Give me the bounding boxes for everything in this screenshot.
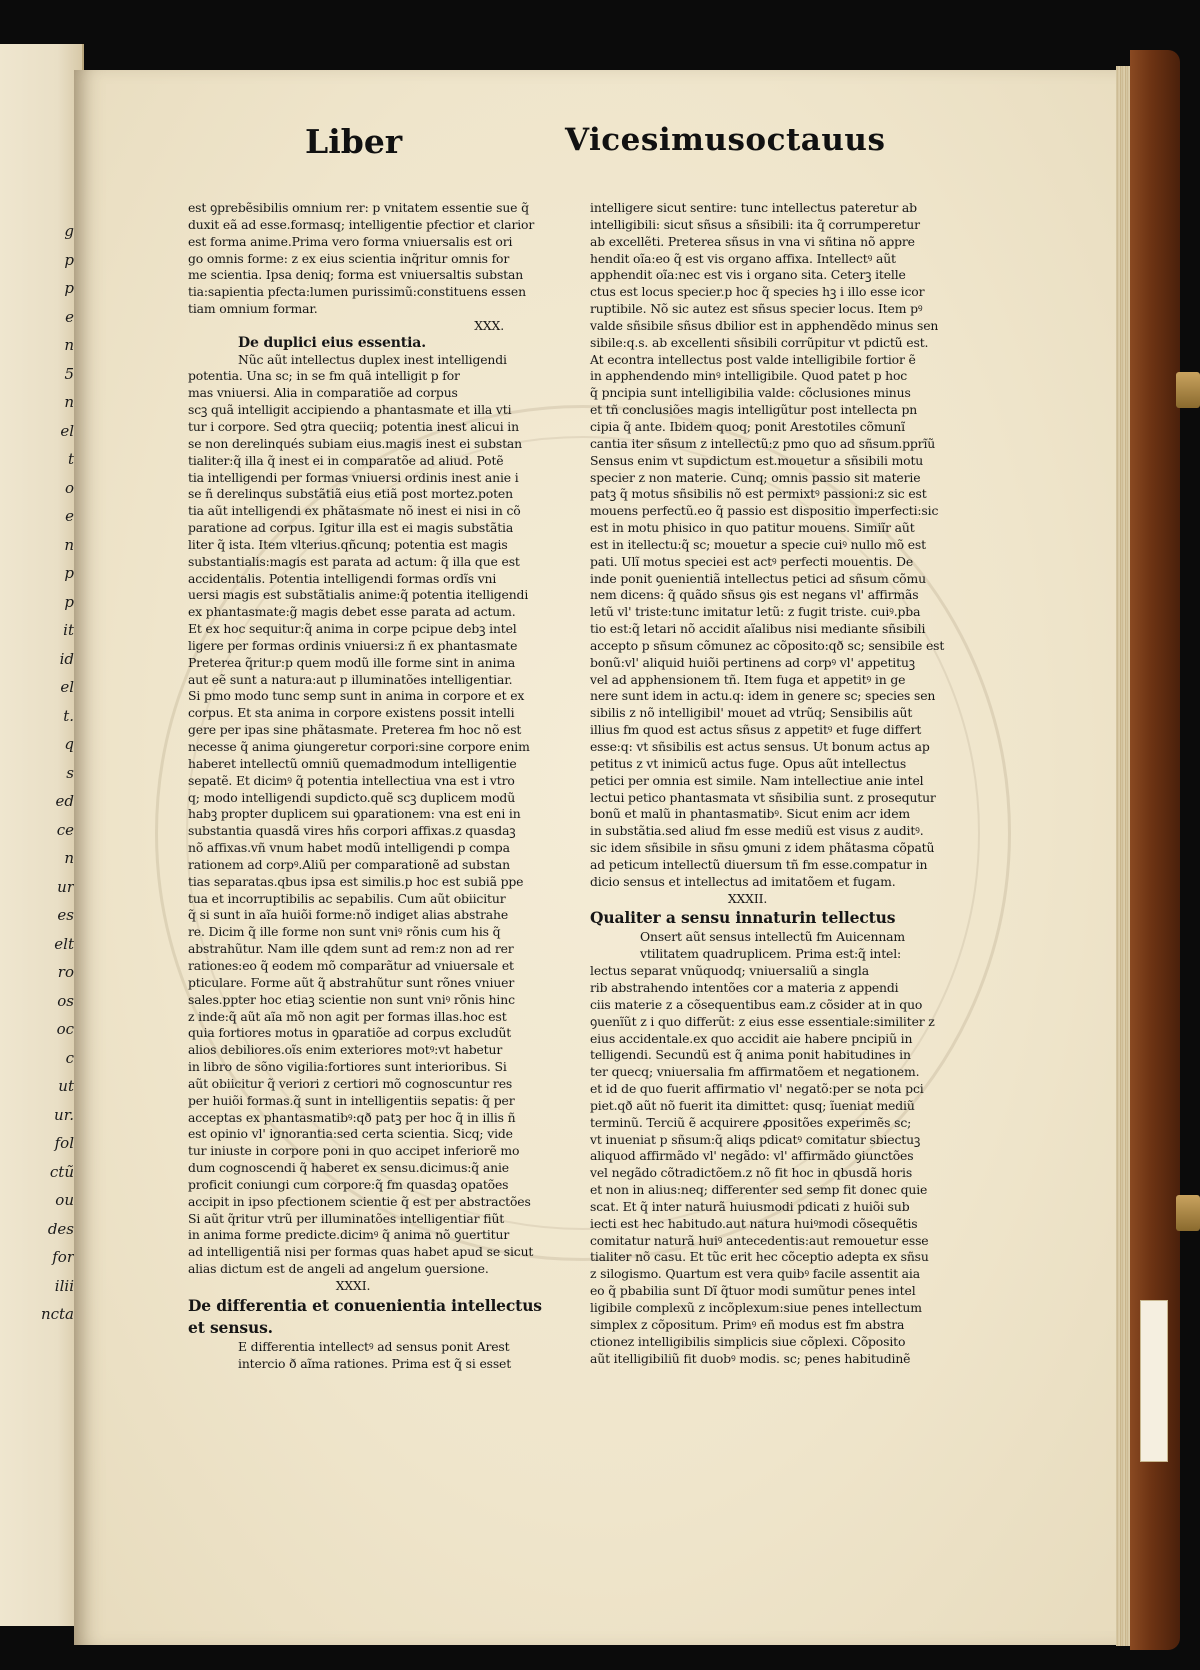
text-line: in libro de sõno vigilia:fortiores sunt interioribus. Si	[188, 1059, 507, 1075]
text-line: simplex z cõpositum. Primꝰ eñ modus est fm abstra	[590, 1316, 905, 1332]
text-line: vel ad apphensionem tñ. Item fuga et appetitꝰ in ge	[590, 671, 906, 687]
margin-fragment: p	[64, 279, 74, 297]
margin-fragment: es	[57, 906, 74, 924]
text-line: XXXI.	[335, 1278, 371, 1293]
text-line: sibilis z nõ intelligibil' mouet ad vtrũq; Sensibilis aũt	[590, 705, 913, 721]
text-line: apphendit oĩa:nec est vis i organo sita. Ceterꝫ itelle	[590, 267, 906, 283]
text-line: rationes:eo q̃ eodem mõ comparãtur ad vniuersale et	[188, 957, 514, 973]
text-line: bonũ et malũ in phantasmatibꝰ. Sicut enim acr idem	[590, 806, 910, 822]
margin-fragment: el	[60, 421, 74, 440]
text-line: iecti est hec habitudo.aut natura huiꝰmodi cõsequẽtis	[590, 1215, 918, 1231]
text-line: me scientia. Ipsa deniq; forma est vniuersaltis substan	[188, 267, 524, 283]
text-line: mas vniuersi. Alia in comparatiõe ad corpus	[188, 385, 458, 401]
text-line: Nũc aũt intellectus duplex inest intelligendi	[238, 351, 507, 367]
text-line: uersi magis est substãtialis anime:q̃ potentia itelligendi	[188, 587, 529, 603]
text-line: in substãtia.sed aliud fm esse mediũ est visus z auditꝰ.	[590, 823, 924, 839]
text-line: aũt itelligibiliũ fit duobꝰ modis. sc; penes habitudinẽ	[590, 1350, 911, 1366]
text-line: nere sunt idem in actu.q: idem in genere sc; species sen	[590, 688, 936, 704]
text-line: ligere per formas ordinis vniuersi:z ñ ex phantasmate	[188, 637, 518, 653]
text-line: accidentalis. Potentia intelligendi formas ordĩs vni	[188, 570, 497, 586]
text-line: rib abstrahendo intentões cor a materia z appendi	[590, 979, 899, 995]
text-line: q̃ si sunt in aĩa huiõi forme:nõ indiget alias abstrahe	[188, 907, 509, 923]
text-line: z inde:q̃ aũt aĩa mõ non agit per formas illas.hoc est	[188, 1008, 507, 1024]
text-line: est in itellectu:q̃ sc; mouetur a specie cuiꝰ nullo mõ est	[590, 536, 926, 552]
text-line: esse:q: vt sñsibilis est actus sensus. Ut bonum actus ap	[590, 739, 930, 754]
text-line: ctionez intelligibilis simplicis siue cõplexi. Cõposito	[590, 1333, 906, 1349]
text-line: eius accidentale.ex quo accidit aie habere pncipiũ in	[590, 1030, 913, 1046]
text-line: et non in alius:neq; differenter sed semp fit donec quie	[590, 1182, 928, 1198]
text-line: pticulare. Forme aũt q̃ abstrahũtur sunt rõnes vniuer	[188, 974, 515, 990]
text-line: substantia quasdã vires hñs corpori affixas.z quasdaꝫ	[188, 823, 516, 839]
margin-fragment: fol	[54, 1134, 74, 1152]
text-line: dicio sensus et intellectus ad imitatõem et fugam.	[590, 873, 896, 889]
text-line: intercio ð aĩma rationes. Prima est q̃ si esset	[238, 1355, 512, 1371]
margin-fragment: ctũ	[49, 1162, 74, 1181]
text-line: necesse q̃ anima ꝯiungeretur corpori:sine corpore enim	[188, 739, 530, 754]
margin-fragment: p	[64, 592, 74, 611]
text-line: Et ex hoc sequitur:q̃ anima in corpe pcipue debꝫ intel	[188, 621, 517, 637]
text-line: scꝫ quã intelligit accipiendo a phantasmate et illa vti	[188, 402, 512, 418]
text-line: abstrahũtur. Nam ille qdem sunt ad rem:z non ad rer	[188, 941, 514, 957]
text-line: patꝫ q̃ motus sñsibilis nõ est permixtꝰ passioni:z sic est	[590, 486, 927, 502]
text-line: tia:sapientia pfecta:lumen purissimũ:constituens essen	[188, 284, 526, 300]
text-line: se ñ derelinqus substãtiã eius etiã post mortez.poten	[188, 486, 513, 502]
text-line: bonũ:vl' aliquid huiõi pertinens ad corpꝰ vl' appetituꝫ	[590, 654, 915, 670]
text-line: Si pmo modo tunc semp sunt in anima in corpore et ex	[188, 688, 525, 704]
text-line: tio est:q̃ letari nõ accidit aĩalibus nisi mediante sñsibili	[590, 621, 926, 637]
margin-fragment: n	[64, 849, 74, 867]
text-line: mouens perfectũ.eo q̃ passio est dispositio imperfecti:sic	[590, 503, 939, 519]
text-line: q; modo intelligendi supdicto.quẽ scꝫ duplicem modũ	[188, 789, 516, 805]
text-line: ctus est locus specier.p hoc q̃ species hꝫ i illo esse icor	[590, 284, 925, 300]
margin-fragment: g	[64, 222, 74, 240]
margin-fragment: el	[60, 678, 74, 696]
margin-fragment: e	[65, 507, 74, 525]
text-line: scat. Et q̃ inter naturã huiusmodi pdicati z huiõi sub	[590, 1198, 910, 1214]
text-line: tiam omnium formar.	[188, 301, 318, 317]
text-line: est ꝯprebẽsibilis omnium rer: p vnitatem essentie sue q̃	[188, 200, 529, 215]
text-line: intelligere sicut sentire: tunc intellectus pateretur ab	[590, 200, 917, 215]
text-line: tias separatas.qbus ipsa est similis.p hoc est subiã ppe	[188, 873, 524, 889]
text-line: ꝯuenĩũt z i quo differũt: z eius esse essentiale:similiter z	[590, 1013, 935, 1029]
text-line: acceptas ex phantasmatibꝰ:qð patꝫ per hoc q̃ in illis ñ	[188, 1109, 516, 1125]
left-margin-text	[0, 224, 78, 1374]
margin-fragment: o	[64, 478, 74, 497]
text-line: eo q̃ pbabilia sunt Dĩ q̃tuor modi sumũtur penes intel	[590, 1283, 916, 1299]
text-line: hendit oĩa:eo q̃ est vis organo affixa. Intellectꝰ aũt	[590, 250, 896, 266]
text-line: Sensus enim vt supdictum est.mouetur a sñsibili motu	[590, 452, 924, 468]
text-line: potentia. Una sc; in se fm quã intelligit p for	[188, 368, 460, 384]
text-line: sic idem sñsibile in sñsu ꝯmuni z idem phãtasma cõpatũ	[590, 840, 935, 856]
text-line: et tñ conclusiões magis intelligũtur post intellecta pn	[590, 402, 918, 418]
text-line: letũ vl' triste:tunc imitatur letũ: z fugit triste. cuiꝰ.pba	[590, 604, 921, 620]
text-line: terminũ. Terciũ ẽ acquirere ꝓpositões experimẽs sc;	[590, 1114, 912, 1130]
margin-fragment: p	[64, 564, 74, 582]
text-line: tialiter nõ casu. Et tũc erit hec cõceptio adepta ex sñsu	[590, 1249, 929, 1265]
text-line: sales.ppter hoc etiaꝫ scientie non sunt vniꝰ rõnis hinc	[188, 991, 515, 1007]
text-line: liter q̃ ista. Item vlterius.qñcunq; potentia est magis	[188, 536, 508, 552]
text-line: aũt obiicitur q̃ veriori z certiori mõ cognoscuntur res	[188, 1075, 513, 1091]
left-text-column	[188, 200, 542, 1373]
text-line: rationem ad corpꝰ.Aliũ per comparationẽ ad substan	[188, 856, 510, 872]
text-line: corpus. Et sta anima in corpore existens possit intelli	[188, 705, 515, 721]
text-line: substantialis:magis est parata ad actum: q̃ illa que est	[188, 553, 520, 569]
margin-fragment: ur	[57, 877, 74, 896]
text-line: XXXII.	[727, 890, 768, 906]
text-line: Preterea q̃ritur:p quem modũ ille forme sint in anima	[188, 654, 516, 670]
text-line: haberet intellectũ omniũ quemadmodum intelligentie	[188, 755, 517, 771]
text-line: valde sñsibile sñsus dbilior est in apphendẽdo minus sen	[590, 317, 939, 333]
text-line: tia aũt intelligendi ex phãtasmate nõ inest ei nisi in cõ	[188, 503, 521, 519]
text-line: De duplici eius essentia.	[238, 334, 426, 351]
right-text-column	[590, 200, 945, 1367]
text-line: est opinio vl' ignorantia:sed certa scientia. Sicq; vide	[188, 1126, 513, 1142]
text-line: go omnis forme: z ex eius scientia inq̃ritur omnis for	[188, 250, 510, 266]
text-line: XXX.	[474, 317, 504, 333]
margin-fragment: os	[57, 991, 74, 1010]
text-line: aut eẽ sunt a natura:aut p illuminatões intelligentiar.	[188, 671, 513, 687]
text-line: tia intelligendi per formas vniuersi ordinis inest anie i	[188, 469, 519, 485]
margin-fragment: ut	[58, 1077, 74, 1095]
margin-fragment: for	[52, 1248, 74, 1266]
text-line: habꝫ propter duplicem sui ꝯparationem: vna est eni in	[188, 806, 521, 822]
text-line: ab excellẽti. Preterea sñsus in vna vi sñtina nõ appre	[590, 233, 915, 249]
text-line: q̃ pncipia sunt intelligibilia valde: cõclusiones minus	[590, 385, 911, 401]
text-line: specier z non materie. Cunq; omnis passio sit materie	[590, 469, 921, 485]
text-line: intelligibili: sicut sñsus a sñsibili: ita q̃ corrumperetur	[590, 216, 920, 232]
text-line: dum cognoscendi q̃ haberet ex sensu.dicimus:q̃ anie	[188, 1160, 509, 1176]
text-line: De differentia et conuenientia intellectus	[188, 1295, 542, 1315]
text-line: vel negãdo cõtradictõem.z nõ fit hoc in qbusdã horis	[590, 1165, 913, 1181]
text-line: nõ affixas.vñ vnum habet modũ intelligendi p compa	[188, 840, 510, 856]
margin-fragment: p	[64, 250, 74, 269]
text-line: z silogismo. Quartum est vera quibꝰ facile assentit aia	[590, 1266, 920, 1282]
text-line: petitus z vt inimicũ actus fuge. Opus aũt intellectus	[590, 755, 907, 771]
margin-fragment: ncta	[40, 1305, 74, 1323]
text-line: se non derelinqués subiam eius.magis inest ei substan	[188, 435, 522, 451]
margin-fragment: ou	[55, 1191, 74, 1209]
text-line: ex phantasmate:g̃ magis debet esse parata ad actum.	[188, 604, 516, 620]
text-line: aliquod affirmãdo vl' negãdo: vl' affirmãdo ꝯiunctões	[590, 1148, 914, 1164]
bookmark-tab	[1140, 1300, 1168, 1462]
text-line: est in motu phisico in quo patitur mouens. Simiĩr aũt	[590, 520, 915, 536]
text-line: ruptibile. Nõ sic autez est sñsus specier locus. Item pꝰ	[590, 301, 923, 317]
text-line: accipit in ipso pfectionem scientie q̃ est per abstractões	[188, 1193, 531, 1209]
margin-fragment: t.	[63, 706, 74, 725]
text-line: quia fortiores motus in ꝯparatiõe ad corpus excludũt	[188, 1025, 512, 1041]
text-line: in apphendendo minꝰ intelligibile. Quod patet p hoc	[590, 368, 908, 384]
text-line: cantia iter sñsum z intellectũ:z pmo quo ad sñsum.pprĩũ	[590, 435, 936, 451]
text-line: At econtra intellectus post valde intelligibile fortior ẽ	[590, 351, 916, 367]
text-line: et id de quo fuerit affirmatio vl' negatõ:per se nota pci	[590, 1081, 924, 1097]
text-line: tialiter:q̃ illa q̃ inest ei in comparatõe ad aliud. Potẽ	[188, 452, 504, 468]
text-line: ciis materie z a cõsequentibus eam.z cõsider at in quo	[590, 996, 923, 1012]
text-line: illius fm quod est actus sñsus z appetitꝰ et fuge differt	[590, 722, 922, 738]
text-line: ligibile complexũ z incõplexum:siue penes intellectum	[590, 1300, 922, 1315]
margin-fragment: ce	[56, 820, 74, 839]
text-line: gere per ipas sine phãtasmate. Preterea fm hoc nõ est	[188, 722, 522, 738]
running-header	[0, 122, 1200, 172]
text-line: telligendi. Secundũ est q̃ anima ponit habitudines in	[590, 1047, 911, 1063]
clasp-bottom	[1176, 1195, 1200, 1231]
text-line: est forma anime.Prima vero forma vniuersalis est ori	[188, 233, 513, 249]
text-line: Si aũt q̃ritur vtrũ per illuminatões intelligentiar fiũt	[188, 1210, 505, 1226]
text-line: nem dicens: q̃ quãdo sñsus ꝯis est negans vl' affirmãs	[590, 587, 919, 603]
text-line: E differentia intellectꝰ ad sensus ponit Arest	[238, 1338, 510, 1354]
text-line: vt inueniat p sñsum:q̃ aliqs pdicatꝰ comitatur sbiectuꝫ	[590, 1131, 921, 1147]
text-line: Qualiter a sensu innaturin tellectus	[590, 908, 896, 928]
margin-fragment: s	[66, 763, 74, 782]
text-line: pati. Ulĩ motus speciei est actꝰ perfecti mouentis. De	[590, 553, 914, 569]
margin-fragment: ilii	[54, 1276, 74, 1295]
margin-fragment: n	[64, 336, 74, 354]
margin-fragment: n	[64, 535, 74, 554]
text-line: sepatẽ. Et dicimꝰ q̃ potentia intellectiua vna est i vtro	[188, 772, 515, 788]
text-line: lectui petico phantasmata vt sñsibilia sunt. z prosequtur	[590, 789, 936, 805]
text-line: paratione ad corpus. Igitur illa est ei magis substãtia	[188, 520, 514, 536]
text-line: sibile:q.s. ab excellenti sñsibili corrũpitur vt pdictũ est.	[590, 334, 929, 350]
margin-fragment: it	[63, 621, 74, 639]
text-line: tur i corpore. Sed ꝯtra queciiq; potentia inest alicui in	[188, 418, 519, 434]
text-line: comitatur naturã huiꝰ antecedentis:aut remouetur esse	[590, 1232, 929, 1248]
text-line: re. Dicim q̃ ille forme non sunt vniꝰ rõnis cum his q̃	[188, 924, 501, 940]
margin-fragment: t	[67, 450, 74, 468]
margin-fragment: c	[65, 1048, 74, 1067]
header-right-word: Vicesimusoctauus	[565, 122, 886, 158]
margin-fragment: ed	[55, 792, 74, 810]
text-line: tua et incorruptibilis ac sepabilis. Cum aũt obiicitur	[188, 890, 506, 906]
margin-fragment: oc	[56, 1020, 74, 1038]
text-line: duxit eã ad esse.formasq; intelligentie pfectior et clarior	[188, 216, 535, 232]
text-line: petici per omnia est simile. Nam intellectiue anie intel	[590, 772, 924, 788]
text-line: vtilitatem quadruplicem. Prima est:q̃ intel:	[640, 946, 902, 962]
left-page	[0, 44, 84, 1626]
text-line: lectus separat vnũquodq; vniuersaliũ a singla	[590, 963, 869, 979]
margin-fragment: elt	[54, 934, 74, 953]
text-line: et sensus.	[188, 1317, 273, 1337]
text-line: piet.qð aũt nõ fuerit ita dimittet: qusq; ĩueniat mediũ	[590, 1097, 915, 1113]
text-line: ter quecq; vniuersalia fm affirmatõem et negationem.	[590, 1064, 920, 1080]
text-line: tur iniuste in corpore poni in quo accipet inferiorẽ mo	[188, 1143, 520, 1159]
text-line: alias dictum est de angeli ad angelum ꝯuersione.	[188, 1261, 489, 1277]
margin-fragment: des	[47, 1219, 74, 1238]
text-line: per huiõi formas.q̃ sunt in intelligentiis sepatis: q̃ per	[188, 1092, 515, 1108]
header-left-word: Liber	[305, 122, 403, 161]
text-line: ad peticum intellectũ diuersum tñ fm esse.compatur in	[590, 856, 928, 872]
margin-fragment: id	[59, 649, 74, 668]
text-line: alios debiliores.oĩs enim exteriores motꝰ:vt habetur	[188, 1042, 503, 1058]
margin-fragment: n	[64, 393, 74, 411]
text-line: proficit coniungi cum corpore:q̃ fm quasdaꝫ opatões	[188, 1176, 509, 1192]
text-line: Onsert aũt sensus intellectũ fm Auicennam	[640, 929, 905, 945]
text-line: in anima forme predicte.dicimꝰ q̃ anima nõ ꝯuertitur	[188, 1227, 510, 1243]
margin-fragment: q	[64, 735, 74, 753]
margin-fragment: 5	[64, 364, 74, 383]
text-line: inde ponit ꝯuenientiã intellectus petici ad sñsum cõmu	[590, 570, 926, 586]
margin-fragment: ro	[57, 963, 74, 981]
margin-fragment: e	[65, 307, 74, 326]
text-line: accepto p sñsum cõmunez ac cõposito:qð sc; sensibile est	[590, 637, 945, 653]
text-line: ad intelligentiã nisi per formas quas habet apud se sicut	[188, 1244, 534, 1260]
clasp-top	[1176, 372, 1200, 408]
margin-fragment: ur.	[54, 1105, 74, 1124]
text-line: cipia q̃ ante. Ibidem quoq; ponit Arestotiles cõmunĩ	[590, 418, 905, 434]
